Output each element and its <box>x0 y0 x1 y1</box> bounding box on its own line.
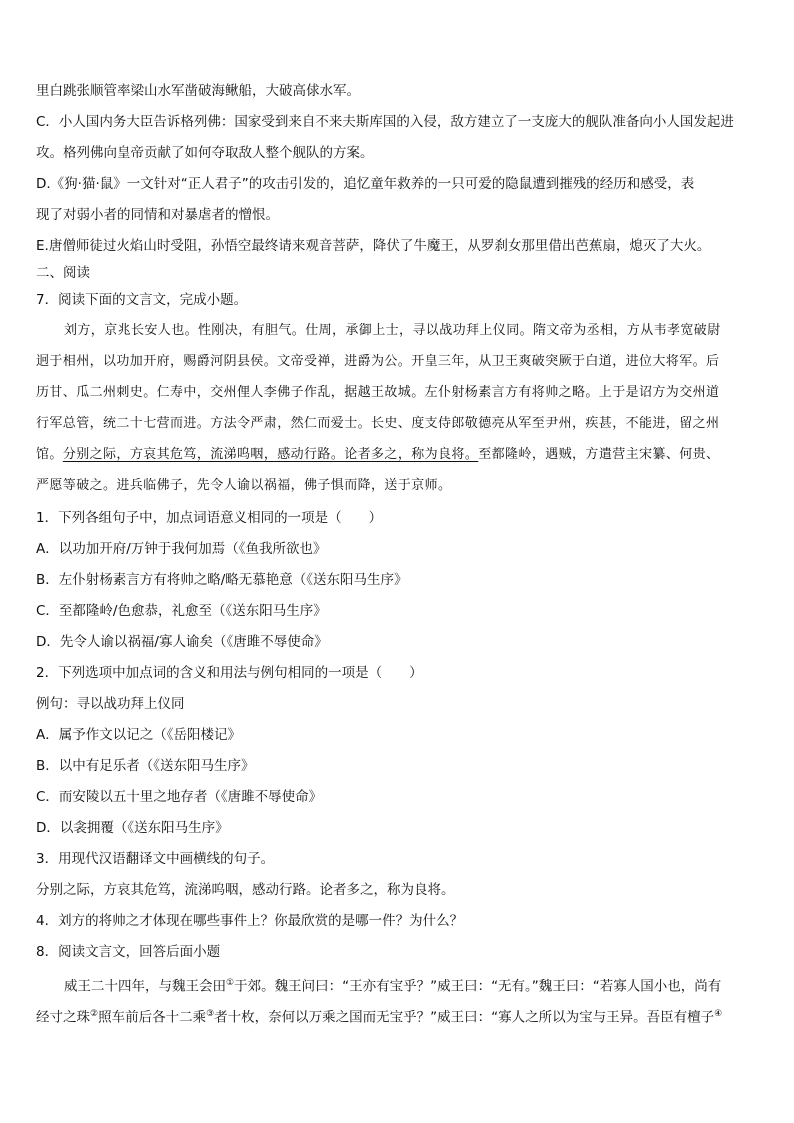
passage-line: 刘方，京兆长安人也。性刚决，有胆气。仕周，承御上士，寻以战功拜上仪同。隋文帝为丞相，方从韦孝宽破尉 <box>64 323 721 338</box>
text-line-option-c: C．小人国内务大臣告诉格列佛：国家受到来自不来夫斯库国的入侵，敌方建立了一支庞大的舰队准备向小人国发起进 <box>36 114 734 130</box>
passage-text: 者十枚，奈何以万乘之国而无宝乎？”威王曰：“寡人之所以为宝与王异。吾臣有檀子 <box>214 1009 715 1026</box>
passage-line: 严愿等破之。进兵临佛子，先令人谕以祸福，佛子惧而降，送于京师。 <box>36 478 452 493</box>
question-2-option-b: B．以中有足乐者（《送东阳马生序》 <box>36 758 255 774</box>
question-1-option-c: C．至都隆岭/色愈恭，礼愈至（《送东阳马生序》 <box>36 603 327 619</box>
passage-line: 行军总管，统二十七营而进。方法令严肃，然仁而爱士。长史、度支侍郎敬德亮从军至尹州，疾甚，不能进，留之州 <box>36 416 720 431</box>
underlined-sentence: 分别之际，方哀其危笃，流涕呜咽，感动行路。论者多之，称为良将。 <box>62 447 479 462</box>
question-3-sentence: 分别之际，方哀其危笃，流涕呜咽，感动行路。论者多之，称为良将。 <box>36 882 455 898</box>
footnote-marker: ① <box>226 978 235 988</box>
text-line-option-e: E.唐僧师徒过火焰山时受阻，孙悟空最终请来观音菩萨，降伏了牛魔王，从罗刹女那里借出芭蕉扇，熄灭了大火。 <box>36 238 711 254</box>
question-1-option-a: A．以功加开府/万钟于我何加焉（《鱼我所欲也》 <box>36 541 327 557</box>
question-7-prompt: 7．阅读下面的文言文，完成小题。 <box>36 292 248 308</box>
question-2: 2．下列选项中加点词的含义和用法与例句相同的一项是（ ） <box>36 665 423 681</box>
passage-text: 经寸之珠 <box>36 1009 90 1026</box>
text-line-option-c-cont: 攻。格列佛向皇帝贡献了如何夺取敌人整个舰队的方案。 <box>36 145 374 161</box>
passage-text: 威王二十四年，与魏王会田 <box>64 978 226 995</box>
question-3: 3．用现代汉语翻译文中画横线的句子。 <box>36 851 275 867</box>
question-2-example: 例句：寻以战功拜上仪同 <box>36 696 185 712</box>
question-1-option-d: D．先令人谕以祸福/寡人谕矣（《唐雎不辱使命》 <box>36 634 328 650</box>
footnote-marker: ④ <box>714 1009 723 1019</box>
question-2-option-c: C．而安陵以五十里之地存者（《唐雎不辱使命》 <box>36 789 323 805</box>
question-2-option-a: A．属予作文以记之（《岳阳楼记》 <box>36 727 241 743</box>
passage-8-line <box>36 1003 758 1029</box>
text-line-option-b-tail: 里白跳张顺管率梁山水军凿破海鳅船，大破高俅水军。 <box>36 83 360 99</box>
question-8-prompt: 8．阅读文言文，回答后面小题 <box>36 944 221 960</box>
footnote-marker: ③ <box>206 1009 215 1019</box>
question-1: 1．下列各组句子中，加点词语意义相同的一项是（ ） <box>36 510 383 526</box>
passage-8-line <box>64 972 758 998</box>
passage-text: 照车前后各十二乘 <box>98 1009 207 1026</box>
passage-text: 馆。 <box>36 447 63 462</box>
passage-line: 历甘、瓜二州刺史。仁寿中，交州俚人李佛子作乱，据越王故城。左仆射杨素言方有将帅之略。上于是诏方为交州道 <box>36 385 720 400</box>
footnote-marker: ② <box>90 1009 99 1019</box>
question-4: 4．刘方的将帅之才体现在哪些事件上？你最欣赏的是哪一件？为什么？ <box>36 913 464 929</box>
text-line-option-d-cont: 现了对弱小者的同情和对暴虐者的憎恨。 <box>36 207 279 223</box>
question-2-option-d: D．以衾拥覆（《送东阳马生序》 <box>36 820 229 836</box>
section-heading-reading: 二、阅读 <box>36 265 90 281</box>
question-1-option-b: B．左仆射杨素言方有将帅之略/略无慕艳意（《送东阳马生序》 <box>36 572 408 588</box>
passage-line <box>36 444 758 466</box>
passage-line: 迥于相州，以功加开府，赐爵河阴县侯。文帝受禅，进爵为公。开皇三年，从卫王爽破突厥于白道，进位大将军。后 <box>36 354 720 369</box>
passage-text: 于郊。魏王问曰：“王亦有宝乎？”威王曰：“无有。”魏王曰：“若寡人国小也，尚有 <box>234 978 722 995</box>
text-line-option-d: D.《狗·猫·鼠》一文针对“正人君子”的攻击引发的，追忆童年救养的一只可爱的隐鼠遭到摧残的经历和感受，表 <box>36 176 695 192</box>
passage-text: 至都隆岭，遇贼，方遣营主宋纂、何贵、 <box>478 447 720 462</box>
